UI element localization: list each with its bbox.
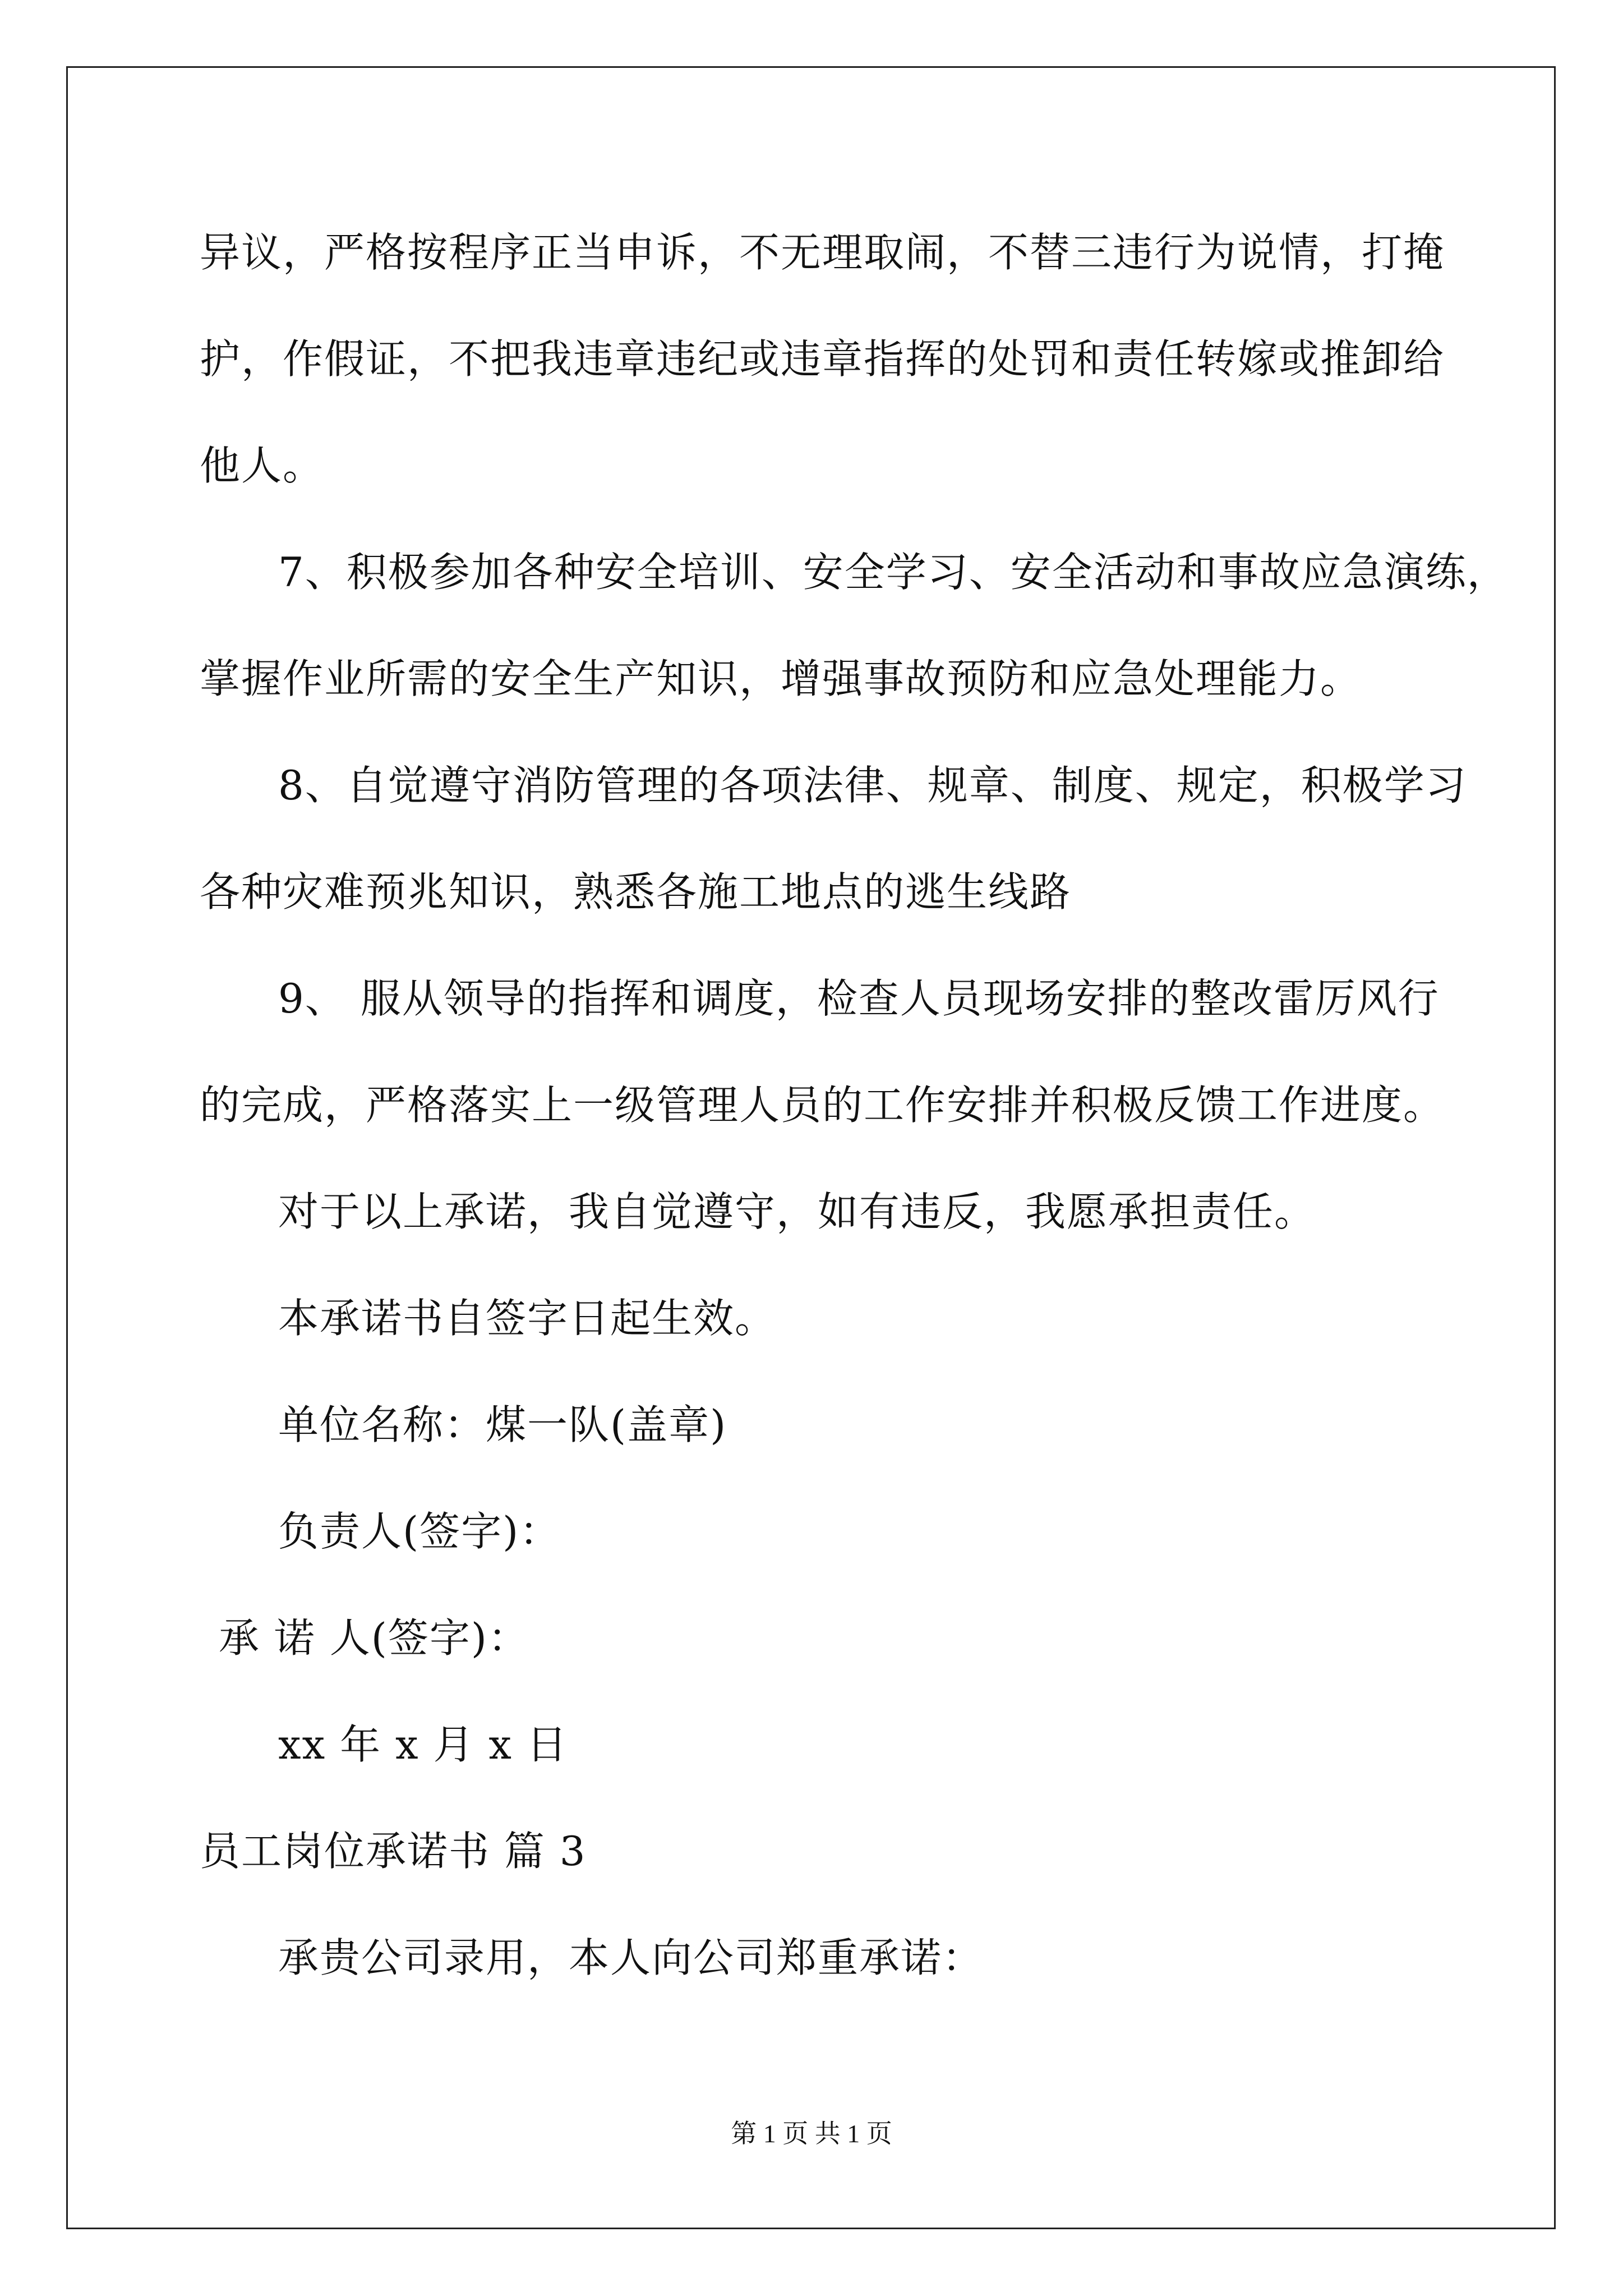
text-line-8: 9、 服从领导的指挥和调度，检查人员现场安排的整改雷厉风行 <box>278 975 1440 1022</box>
text-line-13: 负责人(签字)： <box>278 1508 561 1555</box>
text-line-6: 8、自觉遵守消防管理的各项法律、规章、制度、规定，积极学习 <box>278 762 1467 809</box>
text-line-9: 的完成，严格落实上一级管理人员的工作安排并积极反馈工作进度。 <box>200 1082 1445 1129</box>
page-footer: 第 1 页 共 1 页 <box>731 2119 892 2148</box>
text-line-7: 各种灾难预兆知识，熟悉各施工地点的逃生线路 <box>200 868 1072 915</box>
page-border <box>66 66 1556 2229</box>
text-line-10: 对于以上承诺，我自觉遵守，如有违反，我愿承担责任。 <box>278 1188 1316 1235</box>
text-line-5: 掌握作业所需的安全生产知识，增强事故预防和应急处理能力。 <box>200 655 1362 702</box>
text-line-17: 承贵公司录用，本人向公司郑重承诺： <box>278 1934 984 1981</box>
text-line-1: 异议，严格按程序正当申诉，不无理取闹，不替三违行为说情，打掩 <box>200 229 1445 276</box>
text-line-11: 本承诺书自签字日起生效。 <box>278 1295 777 1342</box>
text-line-12: 单位名称：煤一队(盖章) <box>278 1401 727 1448</box>
text-line-3: 他人。 <box>200 442 325 489</box>
text-line-15: xx 年 x 月 x 日 <box>278 1721 568 1768</box>
text-line-4: 7、积极参加各种安全培训、安全学习、安全活动和事故应急演练， <box>278 549 1509 596</box>
text-line-2: 护，作假证，不把我违章违纪或违章指挥的处罚和责任转嫁或推卸给 <box>200 335 1445 383</box>
text-line-14: 承 诺 人(签字)： <box>219 1614 529 1662</box>
section-heading: 员工岗位承诺书 篇 3 <box>200 1828 587 1875</box>
